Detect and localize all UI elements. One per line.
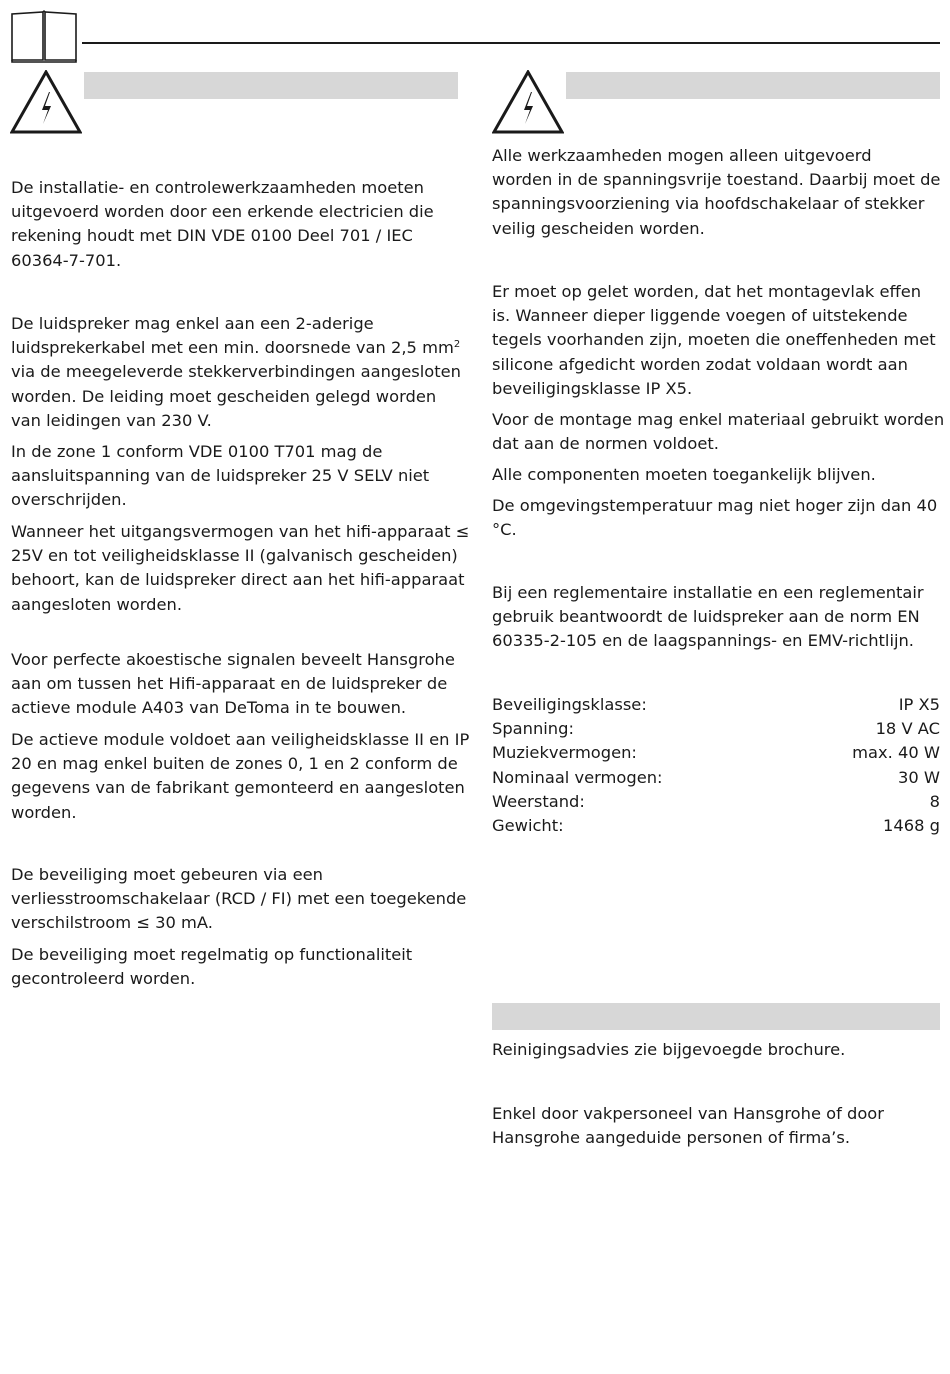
text-line: dat aan de normen voldoet. <box>492 434 719 454</box>
text-line: In de zone 1 conform VDE 0100 T701 mag de <box>11 442 383 461</box>
text-line: aangesloten worden. <box>11 594 183 614</box>
text-line: worden in de spanningsvrije toestand. Daarbij moet de <box>492 170 941 190</box>
text-line: gebruik beantwoordt de luidspreker aan de norm EN <box>492 607 920 627</box>
paragraph-protection <box>11 863 467 936</box>
paragraph-accessible <box>492 463 940 487</box>
paragraph-cleaning <box>492 1038 940 1062</box>
spec-row <box>492 766 940 790</box>
paragraph-material <box>492 408 945 456</box>
text-line: De luidspreker mag enkel aan een 2-aderige <box>11 314 374 333</box>
text-line: 60335-2-105 en de laagspannings- en EMV-richtlijn. <box>492 631 914 651</box>
spec-label: Spanning: <box>492 719 574 739</box>
spec-value: max. 40 W <box>852 743 940 763</box>
text-line: aan om tussen het Hifi-apparaat en de luidspreker de <box>11 674 448 694</box>
paragraph-conformity <box>492 581 940 654</box>
spec-row <box>492 741 940 765</box>
paragraph-active-module <box>11 728 470 825</box>
text-line: via de meegeleverde stekkerverbindingen aangesloten <box>11 362 461 382</box>
text-line: beveiligingsklasse IP X5. <box>492 378 693 398</box>
section-bar-right-1 <box>566 72 940 99</box>
section-bar-left-1 <box>84 72 458 99</box>
text-line: spanningsvoorziening via hoofdschakelaar of stekker <box>492 194 925 214</box>
spec-row <box>492 693 940 717</box>
paragraph-voltage-free <box>492 144 940 241</box>
text-line: Alle componenten moeten toegankelijk blijven. <box>492 465 876 484</box>
paragraph-cable <box>11 312 461 433</box>
spec-value: 8 <box>929 791 940 811</box>
paragraph-output <box>11 520 470 617</box>
text-line: De beveiliging moet regelmatig op functionaliteit <box>11 945 413 964</box>
text-line: overschrijden. <box>11 490 127 510</box>
text-line: De actieve module voldoet aan veiligheidsklasse II en IP <box>11 730 470 749</box>
text-line: De installatie- en controlewerkzaamheden moeten <box>11 178 424 197</box>
text-line: worden. De leiding moet gescheiden gelegd worden <box>11 386 437 406</box>
paragraph-installation <box>11 176 461 273</box>
spec-label: Muziekvermogen: <box>492 743 637 763</box>
text-line: uitgevoerd worden door een erkende electricien die <box>11 202 434 222</box>
text-line: Alle werkzaamheden mogen alleen uitgevoerd <box>492 146 872 165</box>
spec-row <box>492 790 940 814</box>
spec-label: Gewicht: <box>492 816 564 836</box>
text-line: tegels voorhanden zijn, moeten die oneffenheden met <box>492 330 936 350</box>
open-book-icon <box>10 8 78 64</box>
text-line: aansluitspanning van de luidspreker 25 V SELV niet <box>11 466 430 486</box>
spec-value: IP X5 <box>898 695 940 714</box>
text-line: worden. <box>11 802 77 822</box>
paragraph-mounting-surface <box>492 280 940 401</box>
specifications-table <box>492 693 940 838</box>
text-line: 25V en tot veiligheidsklasse II (galvanisch gescheiden) <box>11 546 458 566</box>
spec-label: Weerstand: <box>492 791 585 811</box>
text-line: gegevens van de fabrikant gemonteerd en aangesloten <box>11 778 465 798</box>
text-span: luidsprekerkabel met een min. doorsnede van 2,5 mm <box>11 338 454 358</box>
text-line: Er moet op gelet worden, dat het montagevlak effen <box>492 282 922 301</box>
electrical-hazard-warning-icon-right <box>492 70 564 134</box>
spec-row <box>492 814 940 838</box>
spec-label: Nominaal vermogen: <box>492 767 663 787</box>
spec-label: Beveiligingsklasse: <box>492 695 647 714</box>
spec-row <box>492 717 940 741</box>
text-line: Hansgrohe aangeduide personen of firma’s. <box>492 1128 851 1148</box>
spec-value: 1468 g <box>883 816 940 836</box>
paragraph-zone <box>11 440 461 513</box>
paragraph-acoustic <box>11 648 461 721</box>
text-line: veilig gescheiden worden. <box>492 218 705 238</box>
text-line: Wanneer het uitgangsvermogen van het hifi-apparaat ≤ <box>11 522 470 541</box>
header-rule <box>82 42 940 44</box>
spec-value: 30 W <box>898 767 940 787</box>
text-line: Voor perfecte akoestische signalen beveelt Hansgrohe <box>11 650 455 669</box>
text-line: verschilstroom ≤ 30 mA. <box>11 913 213 933</box>
paragraph-service <box>492 1102 940 1150</box>
text-line: actieve module A403 van DeToma in te bouwen. <box>11 698 407 718</box>
text-line: behoort, kan de luidspreker direct aan het hifi-apparaat <box>11 570 465 590</box>
section-bar-right-2 <box>492 1003 940 1030</box>
text-line: °C. <box>492 520 517 540</box>
text-line: gecontroleerd worden. <box>11 969 196 989</box>
text-line: rekening houdt met DIN VDE 0100 Deel 701 / IEC <box>11 226 413 246</box>
paragraph-protection-check <box>11 943 461 991</box>
text-line: verliesstroomschakelaar (RCD / FI) met een toegekende <box>11 889 467 909</box>
text-line <box>11 336 461 360</box>
superscript: 2 <box>453 339 461 351</box>
spec-value: 18 V AC <box>875 719 940 739</box>
text-line: Enkel door vakpersoneel van Hansgrohe of door <box>492 1104 884 1123</box>
text-line: 60364-7-701. <box>11 250 122 270</box>
paragraph-temperature <box>492 494 940 542</box>
text-line: Voor de montage mag enkel materiaal gebruikt worden <box>492 410 945 429</box>
text-line: Bij een reglementaire installatie en een reglementair <box>492 583 924 602</box>
text-line: De omgevingstemperatuur mag niet hoger zijn dan 40 <box>492 496 938 515</box>
electrical-hazard-warning-icon <box>10 70 82 134</box>
text-line: silicone afgedicht worden zodat voldaan wordt aan <box>492 354 908 374</box>
text-line: is. Wanneer dieper liggende voegen of uitstekende <box>492 306 908 326</box>
text-line: van leidingen van 230 V. <box>11 410 212 430</box>
text-line: 20 en mag enkel buiten de zones 0, 1 en 2 conform de <box>11 754 458 774</box>
text-line: Reinigingsadvies zie bijgevoegde brochure. <box>492 1040 846 1059</box>
text-line: De beveiliging moet gebeuren via een <box>11 865 323 884</box>
